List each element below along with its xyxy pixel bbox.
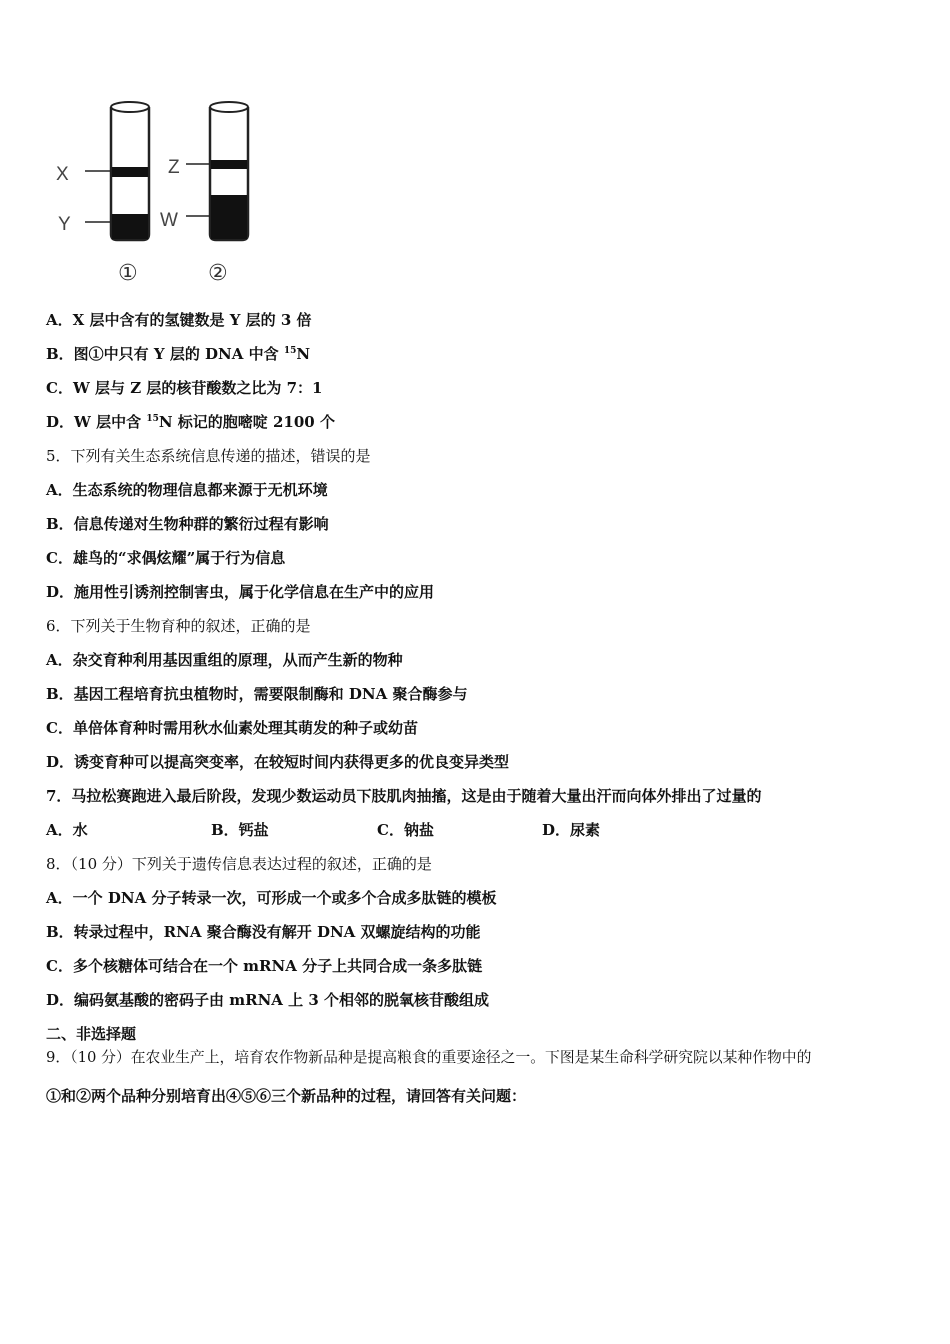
- q8-option-d: D．编码氨基酸的密码子由 mRNA 上 3 个相邻的脱氧核苷酸组成: [46, 991, 490, 1009]
- q5-option-d: D．施用性引诱剂控制害虫，属于化学信息在生产中的应用: [46, 583, 435, 601]
- q8-option-a: A．一个 DNA 分子转录一次，可形成一个或多个合成多肽链的模板: [46, 889, 497, 907]
- q6-option-d: D．诱变育种可以提高突变率，在较短时间内获得更多的优良变异类型: [46, 753, 510, 771]
- band-z: [211, 160, 247, 169]
- q6-option-a: A．杂交育种利用基因重组的原理，从而产生新的物种: [46, 651, 403, 669]
- q7-option-b: B．钙盐: [211, 821, 269, 839]
- band-w: [211, 195, 247, 239]
- section-2-title: 二、非选择题: [46, 1025, 137, 1043]
- q4-option-d-superscript: 15: [146, 414, 159, 424]
- q7-option-a: A．水: [46, 821, 88, 839]
- q5-option-a: A．生态系统的物理信息都来源于无机环境: [46, 481, 328, 499]
- band-x: [112, 167, 148, 177]
- q5-option-c: C．雄鸟的“求偶炫耀”属于行为信息: [46, 549, 286, 567]
- q9-stem-line-1: 9．（10 分）在农业生产上，培育农作物新品种是提高粮食的重要途径之一。下图是某生命科学研究院以某种作物中的: [46, 1049, 812, 1066]
- q4-option-c: C．W 层与 Z 层的核苷酸数之比为 7：1: [46, 379, 323, 397]
- q4-option-b-element: N: [296, 345, 311, 363]
- tube-1-caption: ①: [118, 261, 138, 286]
- q4-option-b-superscript: 15: [283, 346, 297, 356]
- q7-stem: 7．马拉松赛跑进入最后阶段，发现少数运动员下肢肌肉抽搐，这是由于随着大量出汗而向体外排出了过量的: [46, 787, 762, 805]
- q4-option-d: [46, 412, 335, 432]
- tube-1: [85, 102, 149, 240]
- label-z: Z: [168, 157, 180, 178]
- q8-option-b: B．转录过程中，RNA 聚合酶没有解开 DNA 双螺旋结构的功能: [46, 923, 481, 941]
- q7-option-c: C．钠盐: [377, 821, 434, 839]
- q6-option-b: B．基因工程培育抗虫植物时，需要限制酶和 DNA 聚合酶参与: [46, 685, 468, 703]
- q4-option-b-text: B．图①中只有 Y 层的 DNA 中含: [46, 345, 284, 363]
- q9-stem-line-2: ①和②两个品种分别培育出④⑤⑥三个新品种的过程，请回答有关问题：: [46, 1087, 527, 1105]
- tube-2: [186, 102, 248, 240]
- q6-option-c: C．单倍体育种时需用秋水仙素处理其萌发的种子或幼苗: [46, 719, 418, 737]
- q4-option-a: A．X 层中含有的氢键数是 Y 层的 3 倍: [46, 311, 312, 329]
- q8-stem: 8．（10 分）下列关于遗传信息表达过程的叙述，正确的是: [46, 855, 432, 873]
- q5-option-b: B．信息传递对生物种群的繁衍过程有影响: [46, 515, 329, 533]
- q5-stem: 5．下列有关生态系统信息传递的描述，错误的是: [46, 447, 371, 465]
- q7-option-d: D．尿素: [542, 821, 601, 839]
- label-w: W: [160, 210, 178, 231]
- band-y: [112, 214, 148, 239]
- tube-2-caption: ②: [208, 261, 228, 286]
- label-y: Y: [58, 214, 71, 235]
- centrifuge-tubes-figure: [48, 96, 268, 290]
- q6-stem: 6．下列关于生物育种的叙述，正确的是: [46, 617, 311, 635]
- q4-option-d-text: D．W 层中含: [46, 413, 147, 431]
- q4-option-b: [46, 344, 310, 364]
- label-x: X: [56, 164, 69, 185]
- q4-option-d-rest: N 标记的胞嘧啶 2100 个: [158, 413, 335, 431]
- q8-option-c: C．多个核糖体可结合在一个 mRNA 分子上共同合成一条多肽链: [46, 957, 483, 975]
